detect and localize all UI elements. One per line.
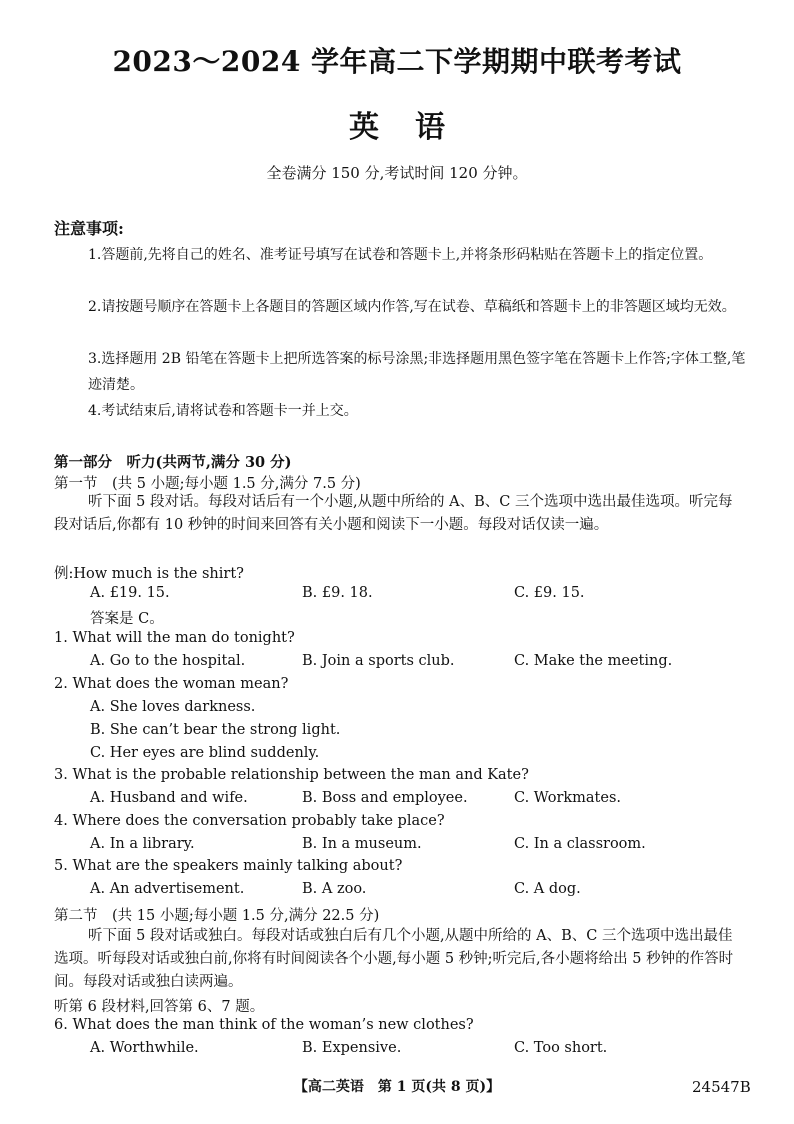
notice-heading: 注意事项:	[54, 219, 124, 238]
notice-item-1: 1.答题前,先将自己的姓名、准考证号填写在试卷和答题卡上,并将条形码粘贴在答题卡上的指定位置。	[88, 247, 713, 263]
subject-title: 英语	[349, 110, 481, 145]
q1-option-c: C. Make the meeting.	[514, 653, 673, 669]
q2-option-c: C. Her eyes are blind suddenly.	[90, 745, 320, 761]
section1-heading: 第一节 (共 5 小题;每小题 1.5 分,满分 7.5 分)	[54, 476, 361, 492]
q4-option-c: C. In a classroom.	[514, 836, 646, 852]
q1-option-a: A. Go to the hospital.	[90, 653, 246, 669]
question-3: 3. What is the probable relationship between the man and Kate?	[54, 767, 529, 783]
exam-code: 24547B	[692, 1078, 751, 1096]
q2-option-a: A. She loves darkness.	[90, 699, 256, 715]
q1-option-b: B. Join a sports club.	[302, 653, 455, 669]
q6-option-c: C. Too short.	[514, 1040, 608, 1056]
q3-option-a: A. Husband and wife.	[90, 790, 248, 806]
q6-option-a: A. Worthwhile.	[90, 1040, 199, 1056]
exam-title: 2023～2024 学年高二下学期期中联考考试	[112, 45, 682, 78]
notice-item-3: 3.选择题用 2B 铅笔在答题卡上把所选答案的标号涂黑;非选择题用黑色签字笔在答题卡上作答;字体工整,笔迹清楚。	[88, 351, 746, 393]
question-4: 4. Where does the conversation probably take place?	[54, 813, 445, 829]
q5-option-a: A. An advertisement.	[90, 881, 245, 897]
q4-option-b: B. In a museum.	[302, 836, 422, 852]
question-5: 5. What are the speakers mainly talking about?	[54, 858, 403, 874]
question-2: 2. What does the woman mean?	[54, 676, 289, 692]
q4-option-a: A. In a library.	[90, 836, 195, 852]
part1-heading: 第一部分 听力(共两节,满分 30 分)	[54, 454, 292, 471]
notice-item-2: 2.请按题号顺序在答题卡上各题目的答题区域内作答,写在试卷、草稿纸和答题卡上的非答题区域均无效。	[88, 299, 736, 315]
section2-heading: 第二节 (共 15 小题;每小题 1.5 分,满分 22.5 分)	[54, 908, 380, 924]
example-option-b: B. £9. 18.	[302, 585, 373, 601]
q6-option-b: B. Expensive.	[302, 1040, 402, 1056]
q2-option-b: B. She can’t bear the strong light.	[90, 722, 341, 738]
page-footer: 【高二英语 第 1 页(共 8 页)】	[293, 1079, 501, 1095]
question-6: 6. What does the man think of the woman’s new clothes?	[54, 1017, 474, 1033]
notice-item-4: 4.考试结束后,请将试卷和答题卡一并上交。	[88, 403, 358, 419]
q3-option-b: B. Boss and employee.	[302, 790, 468, 806]
q3-option-c: C. Workmates.	[514, 790, 622, 806]
score-info: 全卷满分 150 分,考试时间 120 分钟。	[266, 164, 528, 182]
example-question: 例:How much is the shirt?	[54, 566, 244, 582]
q5-option-c: C. A dog.	[514, 881, 581, 897]
example-option-a: A. £19. 15.	[90, 585, 170, 601]
q5-option-b: B. A zoo.	[302, 881, 367, 897]
example-answer: 答案是 C。	[90, 611, 164, 627]
question-1: 1. What will the man do tonight?	[54, 630, 295, 646]
section2-instructions: 听下面 5 段对话或独白。每段对话或独白后有几个小题,从题中所给的 A、B、C 三个选项中选出最佳选项。听每段对话或独白前,你将有时间阅读各个小题,每小题 5 秒钟;听完后,各小题将给出 5 秒钟的作答时间。每段对话或独白读两遍。	[54, 928, 734, 990]
section1-instructions: 听下面 5 段对话。每段对话后有一个小题,从题中所给的 A、B、C 三个选项中选出最佳选项。听完每段对话后,你都有 10 秒钟的时间来回答有关小题和阅读下一小题。每段对话仅读一遍。	[54, 494, 733, 533]
example-option-c: C. £9. 15.	[514, 585, 585, 601]
material-6-note: 听第 6 段材料,回答第 6、7 题。	[54, 999, 265, 1015]
